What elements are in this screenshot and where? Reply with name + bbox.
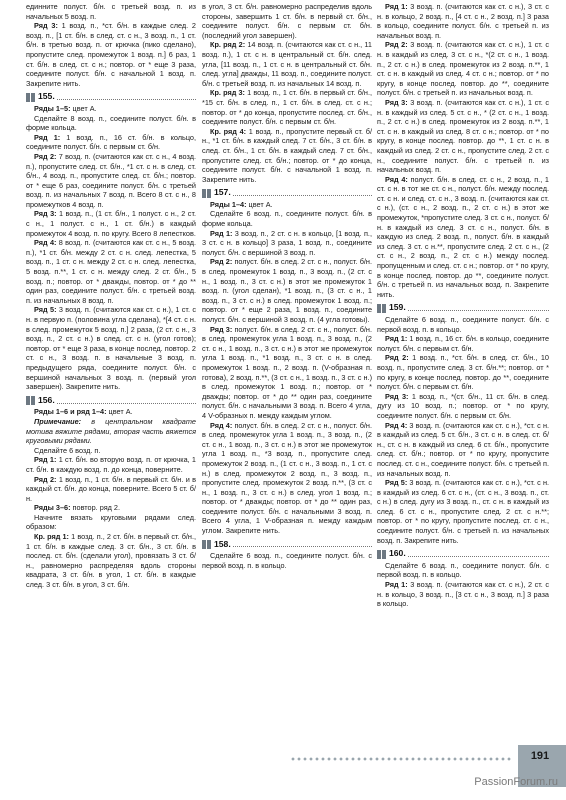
instruction-text: 3 возд. п. (считаются как ст. с н.), 1 ст. с н. в каждый из след. 3 ст. с н., *(2 ст. с н., 1 возд. п., 2 ст. с н.) в след. промежуток из 2 возд. п.**, 1 ст. с н. в каждый из след. 4 ст. с н.; повтор. от * по кругу, в конце послед. повтор. до **, соедините полуст. б/н. с третьей п. из начальных возд. п. xyxy=(377,40,549,98)
instruction-text: 8 возд. п. (считаются как ст. с н., 5 возд. п.), *1 ст. б/н. между 2 ст. с н. след. лепестка, 5 возд. п., 1 ст. с н. между 2 ст. с н. след. лепестка, 5 возд. п.**, 1 ст. с н. между след. 2 ст. б/н., 5 возд. п.; повтор. от * дважды, повтор. от * до ** один раз, соедините полуст. б/н. с третьей возд. п. из начальных 8 возд. п. xyxy=(26,238,196,305)
row-label: Ряд 1: xyxy=(34,455,57,465)
instruction-paragraph xyxy=(26,152,196,210)
column-middle xyxy=(202,2,372,570)
header-marker-icon xyxy=(202,540,206,549)
instruction-text: 1 возд. п., *(ст. б/н., 11 ст. б/н. в след. дугу из 10 возд. п.; повтор. от * по кругу, соедините полуст. б/н. с первым ст. б/н. xyxy=(377,391,549,420)
instruction-text: 3 возд. п. (считаются как ст. с н.), *ст. с н. в каждый из след. 6 ст. с н., (ст. с н., 3 возд. п., ст. с н.) в след. дугу из 3 возд. п., ст. с н. в каждый из след. 6 ст. с н., пропустите след. 2 ст. с н.**; повтор. от * по кругу, пропустите послед. ст. с н., соедините полуст. б/н. с третьей п. из начальных возд. п. Закрепите нить. xyxy=(377,478,549,545)
instruction-text: 3 возд. п. (считаются как ст. с н.), *ст. с н. в каждый из след. 5 ст. б/н., 3 ст. с н. в след. ст. б/н., ст. с н. в каждый из след. 6 ст. б/н., пропустите след. ст. б/н.; повтор. от * по кругу, пропустите послед. ст. с н., соедините полуст. б/н. с третьей п. из начальных возд. п. xyxy=(377,420,549,478)
row-label: Ряды 1–5: xyxy=(34,103,71,113)
dotted-leader xyxy=(57,94,196,100)
instruction-text: Сделайте 6 возд. п., соедините полуст. б/н. с первой возд. п. в кольцо. xyxy=(377,315,549,334)
instruction-paragraph xyxy=(202,421,372,536)
watermark: PassionForum.ru xyxy=(474,776,558,788)
row-label: Ряд 2: xyxy=(385,40,408,50)
instruction-paragraph xyxy=(26,532,196,590)
row-label: Ряд 4: xyxy=(385,420,408,430)
row-label: Ряды 1–6 и ряд 1–4: xyxy=(34,407,107,417)
instruction-text: цвет А. xyxy=(246,199,273,209)
instruction-paragraph xyxy=(202,209,372,228)
instruction-paragraph xyxy=(377,2,549,40)
header-marker-icon xyxy=(26,93,30,102)
row-label: Ряд 5: xyxy=(385,478,408,488)
instruction-text: Сделайте 6 возд. п. xyxy=(34,445,101,455)
pattern-header xyxy=(377,303,549,313)
instruction-paragraph xyxy=(202,229,372,258)
header-marker-icon xyxy=(202,189,206,198)
row-label: Ряд 2: xyxy=(34,151,57,161)
dotted-leader xyxy=(233,541,372,547)
row-label: Ряд 2: xyxy=(34,474,57,484)
instruction-paragraph xyxy=(377,392,549,421)
header-marker-icon xyxy=(207,540,211,549)
instruction-paragraph xyxy=(26,446,196,456)
row-label: Ряды 1–4: xyxy=(210,199,247,209)
instruction-paragraph xyxy=(202,40,372,88)
instruction-text: 3 возд. п. (считаются как ст. с н.), 2 ст. с н. в кольцо, 3 возд. п., [3 ст. с н., 3 возд. п.] 3 раза в кольцо. xyxy=(377,580,549,609)
row-label: Ряд 4: xyxy=(34,238,57,248)
row-label: Ряд 3: xyxy=(34,21,58,31)
instruction-text: 1 ст. б/н. во вторую возд. п. от крючка, 1 ст. б/н. в каждую возд. п. до конца, поверните. xyxy=(26,455,196,474)
header-marker-icon xyxy=(382,304,386,313)
row-label: Кр. ряд 2: xyxy=(210,40,246,50)
instruction-paragraph xyxy=(26,513,196,532)
page-number: 191 xyxy=(530,750,550,762)
instruction-paragraph xyxy=(377,478,549,545)
instruction-text: 14 возд. п. (считаются как ст. с н., 11 возд. п.), 1 ст. с н. в центральный ст. б/н. след. угла, [11 возд. п., 1 ст. с н. в центральный ст. б/н. след. угла] дважды, 11 возд. п., соедините полуст. б/н. с третьей возд. п. из начальных 14 возд. п. xyxy=(202,40,372,88)
instruction-text: повтор. ряд 2. xyxy=(70,503,121,513)
instruction-paragraph xyxy=(202,127,372,185)
row-label: Ряд 1: xyxy=(385,334,408,344)
instruction-paragraph xyxy=(377,561,549,580)
instruction-paragraph xyxy=(26,417,196,446)
row-label: Примечание: xyxy=(34,416,82,426)
instruction-text: 1 возд. п., 16 ст. б/н. в кольцо, соедините полуст. б/н. с первым ст. б/н. xyxy=(26,132,196,152)
instruction-text: в центральном квадрате мотива вяжите рядами, вторая часть вяжется круговыми рядами. xyxy=(26,416,196,446)
instruction-text: 1 возд. п., *ст. б/н. в каждые след. 2 возд. п., [1 ст. б/н. в след. ст. с н., 3 возд. п., 1 ст. б/н. в третью возд. п. от крючка (пико сделано), пропустите след. промежуток 1 возд. п.] 6 раз, 1 ст. б/н. в след. ст. с н.; повтор. от * еще 3 раза, соедините полуст. б/н. с начальной 1 возд. п. Закрепите нить. xyxy=(26,21,196,88)
instruction-text: полуст. б/н. в след. 2 ст. с н., полуст. б/н. в след. промежуток угла 1 возд. п., 3 возд. п., (2 ст. с н., 1 возд. п., 3 ст. с н.) в этот же промежуток угла 1 возд. п., *3 возд. п., пропустите след. промежуток 2 возд. п., (1 ст. с н., 3 возд. п., 1 ст. с н.) в след. промежуток 2 возд. п., 3 возд. п., пропустите след. промежуток 2 возд. п.**, (3 ст. с н., 1 возд. п., 3 ст. с н.) в след. угол 1 возд. п.; повтор. от * дважды; повтор. от * до ** один раз, соедините полуст. б/н. с начальными 3 возд. п. Всего 4 угла, 1 V-образная п. между каждым углом. Закрепите нить. xyxy=(202,420,372,536)
instruction-paragraph xyxy=(377,421,549,479)
header-marker-icon xyxy=(377,550,381,559)
row-label: Кр. ряд 1: xyxy=(34,532,69,542)
instruction-text: единните полуст. б/н. с третьей возд. п. из начальных 5 возд. п. xyxy=(26,2,196,21)
instruction-paragraph xyxy=(26,114,196,133)
instruction-paragraph xyxy=(26,455,196,474)
row-label: Ряд 3: xyxy=(34,209,57,219)
row-label: Кр. ряд 3: xyxy=(210,88,245,98)
pattern-header xyxy=(26,92,196,102)
instruction-paragraph xyxy=(26,209,196,238)
instruction-text: 3 возд. п. (считаются как ст. с н.), 1 ст. с н. в первую п. (половина угла сделана), *[4 ст. с н. в след. промежуток 5 возд. п.] 2 раза, (2 ст. с н., 3 возд. п., 2 ст. с н.) в след. ст. с н. (угол готов); повтор. от * еще 3 раза, в конце послед. повтор. 2 ст. с н., 3 возд. п. в начальные 3 возд. п. предыдущего ряда, соедините полуст. б/н. с вершиной начальных 3 возд. п. (первый угол завершен). Закрепите нить. xyxy=(26,305,196,392)
instruction-paragraph xyxy=(377,40,549,98)
instruction-paragraph xyxy=(26,133,196,152)
dotted-leader xyxy=(408,305,549,311)
pattern-header xyxy=(202,540,372,550)
instruction-text: в угол, 3 ст. б/н. равномерно распределив вдоль стороны, завершить 1 ст. б/н. в первый ст. б/н., соедините полуст. б/н. с первым ст. б/н. (последний угол завершен). xyxy=(202,2,372,40)
instruction-text: 3 возд. п. (считаются как ст. с н.), 1 ст. с н. в каждый из след. 5 ст. с н., * (2 ст. с н., 1 возд. п., 2 ст. с н.) в след. промежуток из 2 возд. п.**, 1 ст. с н. в каждый из след. 8 ст. с н.; повтор. от * по кругу, в конце послед. повтор. до **, 1 ст. с н. в каждый из след. 2 ст. с н., пропустите след. 2 ст. с н., соедините полуст. б/н. с третьей п. из начальных возд. п. xyxy=(377,97,549,175)
dotted-leader xyxy=(233,190,372,196)
instruction-text: 1 возд. п., 2 ст. б/н. в первый ст. б/н., 1 ст. б/н. в каждые след. 3 ст. б/н., 3 ст. б/н. в послед. ст. б/н. (сделали угол), провязать 3 ст. б/н., равномерно распределяя вдоль стороны квадрата, 3 ст. б/н. в угол, 1 ст. б/н. в каждые след. 3 ст. б/н. в угол, 3 ст. б/н. xyxy=(26,532,196,590)
instruction-text: полуст. б/н. в след. 2 ст. с н., полуст. б/н. в след. промежуток угла 1 возд. п., 3 возд. п., (2 ст. с н., 1 возд. п., 3 ст. с н.) в этот же промежуток угла 1 возд. п., *1 возд. п., 3 ст. с н. в след. промежуток 1 возд. п., 2 возд. п. (V-образная п. готова), 2 возд. п.**, (3 ст. с н., 1 возд. п., 3 ст. с н.) в след. промежуток 1 возд. п.; повтор. от * дважды; повтор. от * до ** один раз, соедините полуст. б/н. с начальными 3 возд. п. Всего 4 угла, 4 V-образных п. между каждым углом. xyxy=(202,324,372,420)
column-left xyxy=(26,2,196,590)
pattern-number: 159. xyxy=(389,302,406,313)
instruction-paragraph xyxy=(26,104,196,114)
row-label: Ряд 1: xyxy=(385,2,408,11)
instruction-paragraph xyxy=(26,305,196,391)
instruction-paragraph xyxy=(202,257,372,324)
row-label: Ряд 4: xyxy=(385,174,408,184)
instruction-text: Начните вязать круговыми рядами след. образом: xyxy=(26,512,196,532)
instruction-paragraph xyxy=(202,325,372,421)
header-marker-icon xyxy=(382,550,386,559)
pattern-number: 160. xyxy=(389,548,406,559)
instruction-paragraph xyxy=(26,238,196,305)
instruction-text: 1 возд. п., *ст. б/н. в след. ст. б/н., 10 возд. п., пропустите след. 3 ст. б/н.**; повтор. от * по кругу, в конце послед. повтор. до **, соедините полуст. б/н. с первым ст. б/н. xyxy=(377,353,549,392)
instruction-paragraph xyxy=(202,551,372,570)
pattern-number: 158. xyxy=(214,538,231,549)
instruction-text: полуст. б/н. в след. ст. с н., 2 возд. п., 1 ст. с н. в тот же ст. с н., полуст. б/н. между послед. ст. с н. и след. ст. с н., 3 возд. п. (считаются как ст. с н.), (ст. с н., 2 возд. п., 2 ст. с н.) в этот же промежуток, *пропустите след. 3 ст. с н., полуст. б/н. в каждый из след. 3 ст. с н., полуст. б/н. в каждую из след. 2 возд. п., полуст. б/н. в каждый из след. 3 ст. с н.**, пропустите след. 2 ст. с н., (2 ст. с н., 2 возд. п., 2 ст. с н.) между послед. пропущенным и след. ст. с н.; повтор. от * по кругу, в конце послед. повтор. до **, соедините полуст. б/н. с третьей п. из начальных возд. п. Закрепите нить. xyxy=(377,174,549,299)
row-label: Ряд 3: xyxy=(385,97,408,107)
pattern-number: 157. xyxy=(214,187,231,198)
row-label: Ряд 1: xyxy=(210,228,233,238)
row-label: Ряд 2: xyxy=(210,257,233,267)
header-marker-icon xyxy=(207,189,211,198)
instruction-text: 7 возд. п. (считаются как ст. с н., 4 возд. п.), пропустите след. ст. б/н., *1 ст. с н. в след. ст. б/н., 4 возд. п., пропустите след. ст. б/н.; повтор. от * еще 6 раз, соедините полуст. б/н. с третьей возд. п. из начальных 7 возд. п. Всего 8 ст. с н., 8 промежутков 4 возд. п. xyxy=(26,151,196,209)
instruction-text: 1 возд. п., 1 ст. б/н. в первый ст. б/н. и в каждый ст. б/н. до конца, поверните. Всего 5 ст. б/н. xyxy=(26,474,196,503)
instruction-paragraph xyxy=(26,21,196,88)
row-label: Кр. ряд 4: xyxy=(210,126,247,136)
instruction-text: 1 возд. п., 16 ст. б/н. в кольцо, соедините полуст. б/н. с первым ст. б/н. xyxy=(377,334,549,353)
instruction-text: Сделайте 8 возд. п., соедините полуст. б/н. в форме кольца. xyxy=(26,113,196,133)
header-marker-icon xyxy=(377,304,381,313)
instruction-paragraph xyxy=(26,407,196,417)
instruction-paragraph xyxy=(377,98,549,175)
footer-dotted-rule xyxy=(290,757,512,761)
dotted-leader xyxy=(57,398,196,404)
row-label: Ряд 3: xyxy=(385,391,409,401)
instruction-text: цвет А. xyxy=(106,407,133,417)
instruction-text: 3 возд. п. (считаются как ст. с н.), 3 ст. с н. в кольцо, 2 возд. п., [4 ст. с н., 2 возд. п.] 3 раза в кольцо, соедините полуст. б/н. с третьей п. из начальных возд. п. xyxy=(377,2,549,40)
instruction-paragraph xyxy=(202,88,372,126)
header-marker-icon xyxy=(31,93,35,102)
instruction-text: Сделайте 6 возд. п., соедините полуст. б/н. с первой возд. п. в кольцо. xyxy=(202,551,372,570)
instruction-paragraph xyxy=(377,334,549,353)
instruction-paragraph xyxy=(377,315,549,334)
row-label: Ряд 4: xyxy=(210,420,233,430)
pattern-header xyxy=(202,188,372,198)
header-marker-icon xyxy=(26,396,30,405)
instruction-paragraph xyxy=(377,353,549,391)
instruction-text: цвет А. xyxy=(70,103,97,113)
row-label: Ряды 3–6: xyxy=(34,503,71,513)
pattern-header xyxy=(26,396,196,406)
instruction-text: Сделайте 6 возд. п., соедините полуст. б/н. в форме кольца. xyxy=(202,209,372,229)
row-label: Ряд 3: xyxy=(210,324,233,334)
instruction-text: 1 возд. п., (1 ст. б/н., 1 полуст. с н., 2 ст. с н., 1 полуст. с н., 1 ст. б/н.) в каждый промежуток 4 возд. п. по кругу. Всего 8 лепестков. xyxy=(26,209,196,238)
row-label: Ряд 2: xyxy=(385,353,409,363)
instruction-paragraph xyxy=(26,475,196,504)
instruction-paragraph xyxy=(26,503,196,513)
pattern-number: 156. xyxy=(38,394,55,405)
instruction-paragraph xyxy=(377,175,549,300)
instruction-text: полуст. б/н. в след. 2 ст. с н., полуст. б/н. в след. промежуток 1 возд. п., 3 возд. п., (2 ст. с н., 1 возд. п., 3 ст. с н.) в этот же промежуток 1 возд. п. (угол сделан), *1 возд. п., (3 ст. с н., 1 возд. п., 3 ст. с н.) в след. промежуток 1 возд. п.; повтор. от * еще 2 раза, 1 возд. п., соедините полуст. б/н. с вершиной 3 возд. п. (4 угла готовы). xyxy=(202,257,372,324)
instruction-text: 3 возд. п., 2 ст. с н. в кольцо, [1 возд. п., 3 ст. с н. в кольцо] 3 раза, 1 возд. п., соедините полуст. б/н. с вершиной 3 возд. п. xyxy=(202,228,372,257)
instruction-paragraph xyxy=(26,2,196,21)
pattern-number: 155. xyxy=(38,91,55,102)
pattern-header xyxy=(377,549,549,559)
row-label: Ряд 5: xyxy=(34,305,57,315)
dotted-leader xyxy=(408,551,549,557)
instruction-paragraph xyxy=(202,200,372,210)
header-marker-icon xyxy=(31,396,35,405)
row-label: Ряд 1: xyxy=(385,580,408,590)
instruction-text: 1 возд. п., 1 ст. б/н. в первый ст. б/н., *15 ст. б/н. в след. п., 1 ст. б/н. в след. ст. с н.; повтор. от * до конца, пропустите послед. ст. б/н., соедините полуст. б/н. с первым ст. б/н. xyxy=(202,88,372,127)
instruction-paragraph xyxy=(202,2,372,40)
column-right xyxy=(377,2,549,609)
instruction-text: 1 возд. п., пропустите первый ст. б/н., *1 ст. б/н. в каждый след. 7 ст. б/н., 3 ст. б/н. в след. ст. б/н., 1 ст. б/н. в каждый след. 7 ст. б/н., пропустите след. ст. б/н.; повтор. от * до конца, соедините полуст. б/н. с начальной 1 возд. п. Закрепите нить. xyxy=(202,126,372,184)
row-label: Ряд 1: xyxy=(34,132,61,142)
instruction-text: Сделайте 6 возд. п., соедините полуст. б/н. с первой возд. п. в кольцо. xyxy=(377,560,549,580)
instruction-paragraph xyxy=(377,580,549,609)
